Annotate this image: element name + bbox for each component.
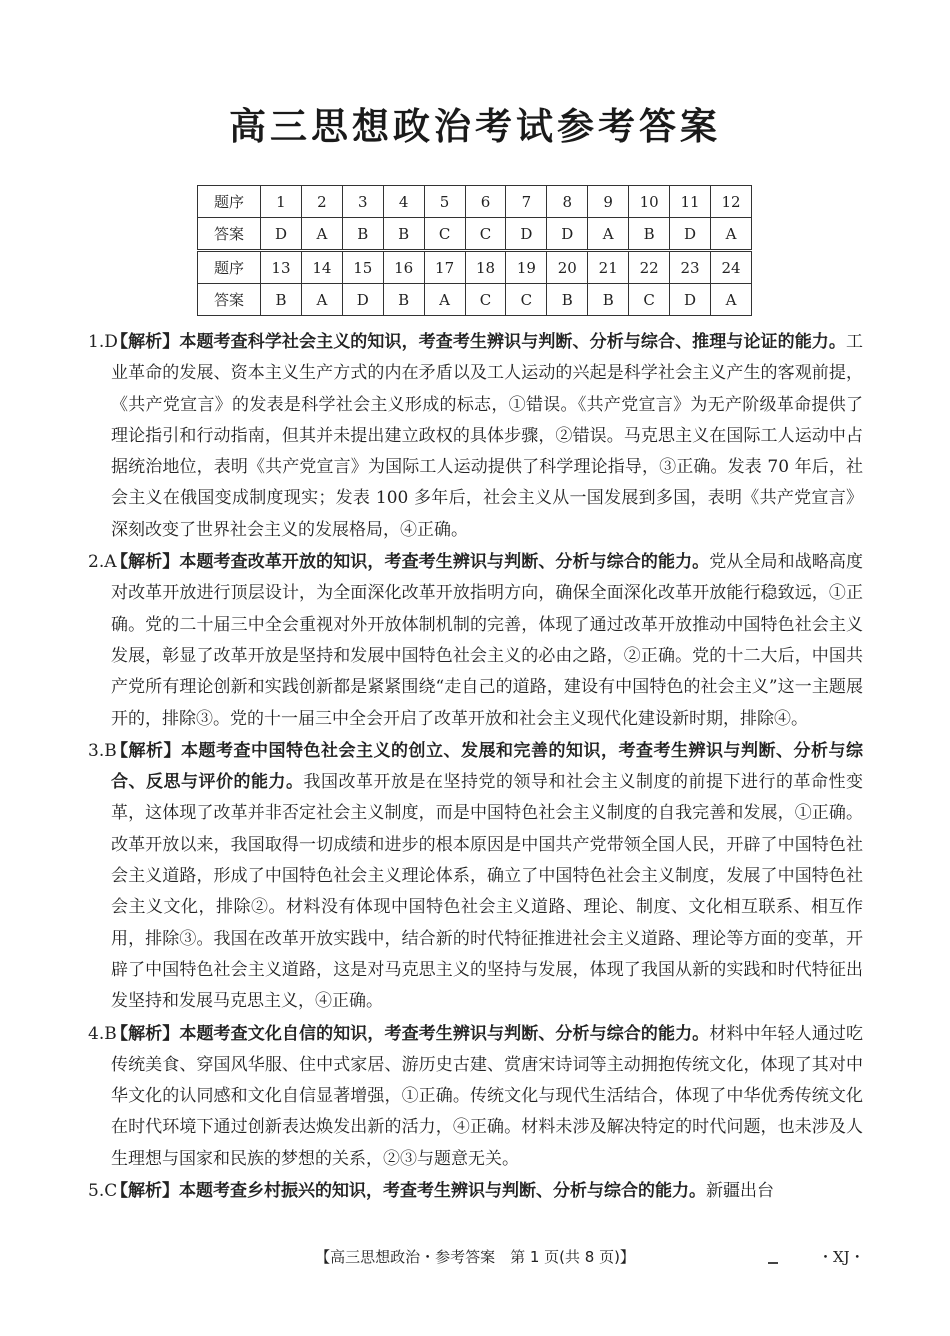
question-number: 20 <box>547 251 588 284</box>
question-number: 7 <box>506 186 547 218</box>
question-number: 8 <box>547 186 588 218</box>
answer-cell: C <box>465 284 506 316</box>
question-number: 22 <box>629 251 670 284</box>
question-number: 19 <box>506 251 547 284</box>
answer-cell: C <box>465 218 506 251</box>
analysis-text: 材料中年轻人通过吃传统美食、穿国风华服、住中式家居、游历史古建、赏唐宋诗词等主动拥抱传统文化，体现了其对中华文化的认同感和文化自信显著增强，①正确。传统文化与现代生活结合，体现了中华优秀传统文化在时代环境下通过创新表达焕发出新的活力，④正确。材料未涉及解决特定的时代问题，也未涉及人生理想与国家和民族的梦想的关系，②③与题意无关。 <box>111 1023 864 1169</box>
answer-cell: A <box>424 284 465 316</box>
question-number: 14 <box>301 251 342 284</box>
question-number: 12 <box>710 186 751 218</box>
answer-cell: A <box>301 284 342 316</box>
page-footer: 【高三思想政治・参考答案 第 1 页(共 8 页)】 <box>315 1248 635 1266</box>
answer-cell: B <box>261 284 302 316</box>
answer-cell: A <box>588 218 629 251</box>
explanation-item <box>88 1019 863 1175</box>
question-row-1 <box>198 186 752 218</box>
question-number: 16 <box>383 251 424 284</box>
question-number: 11 <box>670 186 711 218</box>
question-number: 21 <box>588 251 629 284</box>
question-number: 5 <box>424 186 465 218</box>
analysis-heading: 【解析】本题考查中国特色社会主义的创立、发展和完善的知识，考查考生辨识与判断、分析与综合、反思与评价的能力。 <box>111 740 863 793</box>
answer-cell: A <box>301 218 342 251</box>
answer-table <box>197 185 752 316</box>
analysis-heading: 【解析】本题考查改革开放的知识，考查考生辨识与判断、分析与综合的能力。 <box>111 552 710 573</box>
question-number: 24 <box>710 251 751 284</box>
answer-cell: B <box>547 284 588 316</box>
analysis-heading: 【解析】本题考查乡村振兴的知识，考查考生辨识与判断、分析与综合的能力。 <box>111 1181 706 1202</box>
answer-cell: C <box>424 218 465 251</box>
analysis-text: 我国改革开放是在坚持党的领导和社会主义制度的前提下进行的革命性变革，这体现了改革并非否定社会主义制度，而是中国特色社会主义制度的自我完善和发展，①正确。改革开放以来，我国取得一切成绩和进步的根本原因是中国共产党带领全国人民，开辟了中国特色社会主义道路，形成了中国特色社会主义理论体系，确立了中国特色社会主义制度，发展了中国特色社会主义文化，排除②。材料没有体现中国特色社会主义道路、理论、制度、文化相互联系、相互作用，排除③。我国在改革开放实践中，结合新的时代特征推进社会主义道路、理论等方面的变革，开辟了中国特色社会主义道路，这是对马克思主义的坚持与发展，体现了我国从新的实践和时代特征出发坚持和发展马克思主义，④正确。 <box>111 772 863 1012</box>
explanation-item <box>88 327 863 546</box>
row-label: 答案 <box>198 284 261 316</box>
answer-cell: D <box>261 218 302 251</box>
question-number: 6 <box>465 186 506 218</box>
answer-explanations <box>88 326 863 1207</box>
item-number: 2.A <box>88 552 117 573</box>
item-number: 4.B <box>88 1023 117 1044</box>
analysis-text: 党从全局和战略高度对改革开放进行顶层设计，为全面深化改革开放指明方向，确保全面深化改革开放能行稳致远，①正确。党的二十届三中全会重视对外开放体制机制的完善，体现了通过改革开放推动中国特色社会主义发展，彰显了改革开放是坚持和发展中国特色社会主义的必由之路，②正确。党的十二大后，中国共产党所有理论创新和实践创新都是紧紧围绕“走自己的道路，建设有中国特色的社会主义”这一主题展开的，排除③。党的十一届三中全会开启了改革开放和社会主义现代化建设新时期，排除④。 <box>111 552 864 729</box>
question-number: 15 <box>342 251 383 284</box>
row-label: 答案 <box>198 218 261 251</box>
row-label: 题序 <box>198 251 261 284</box>
region-code: ・XJ・ <box>818 1248 865 1266</box>
answer-cell: C <box>629 284 670 316</box>
question-row-2 <box>198 251 752 284</box>
question-number: 10 <box>629 186 670 218</box>
explanation-item <box>88 547 863 735</box>
analysis-heading: 【解析】本题考查科学社会主义的知识，考查考生辨识与判断、分析与综合、推理与论证的能力。 <box>111 332 846 352</box>
answer-cell: A <box>710 218 751 251</box>
explanation-item <box>88 1176 863 1207</box>
item-number: 5.C <box>88 1181 118 1202</box>
page-title: 高三思想政治考试参考答案 <box>229 105 721 148</box>
answer-cell: B <box>383 218 424 251</box>
answer-cell: B <box>342 218 383 251</box>
answer-cell: B <box>383 284 424 316</box>
answer-cell: D <box>342 284 383 316</box>
question-number: 2 <box>301 186 342 218</box>
question-number: 17 <box>424 251 465 284</box>
answer-cell: A <box>710 284 751 316</box>
item-number: 1.D <box>88 332 118 352</box>
answer-cell: B <box>588 284 629 316</box>
analysis-text: 工业革命的发展、资本主义生产方式的内在矛盾以及工人运动的兴起是科学社会主义产生的客观前提，《共产党宣言》的发表是科学社会主义形成的标志，①错误。《共产党宣言》为无产阶级革命提供了理论指引和行动指南，但其并未提出建立政权的具体步骤，②错误。马克思主义在国际工人运动中占据统治地位，表明《共产党宣言》为国际工人运动提供了科学理论指导，③正确。发表 70 年后，社会主义在俄国变成制度现实；发表 100 多年后，社会主义从一国发展到多国，表明《共产党宣言》深刻改变了世界社会主义的发展格局，④正确。 <box>111 332 863 540</box>
answer-cell: D <box>547 218 588 251</box>
answer-cell: D <box>506 218 547 251</box>
question-number: 18 <box>465 251 506 284</box>
answer-row-2 <box>198 284 752 316</box>
row-label: 题序 <box>198 186 261 218</box>
question-number: 3 <box>342 186 383 218</box>
question-number: 13 <box>261 251 302 284</box>
scan-mark <box>768 1262 778 1264</box>
answer-cell: D <box>670 218 711 251</box>
answer-cell: C <box>506 284 547 316</box>
answer-cell: B <box>629 218 670 251</box>
question-number: 9 <box>588 186 629 218</box>
analysis-heading: 【解析】本题考查文化自信的知识，考查考生辨识与判断、分析与综合的能力。 <box>111 1023 710 1044</box>
answer-cell: D <box>670 284 711 316</box>
question-number: 4 <box>383 186 424 218</box>
item-number: 3.B <box>88 740 117 761</box>
answer-row-1 <box>198 218 752 251</box>
analysis-text: 新疆出台 <box>706 1181 774 1202</box>
question-number: 23 <box>670 251 711 284</box>
question-number: 1 <box>261 186 302 218</box>
explanation-item <box>88 736 863 1018</box>
